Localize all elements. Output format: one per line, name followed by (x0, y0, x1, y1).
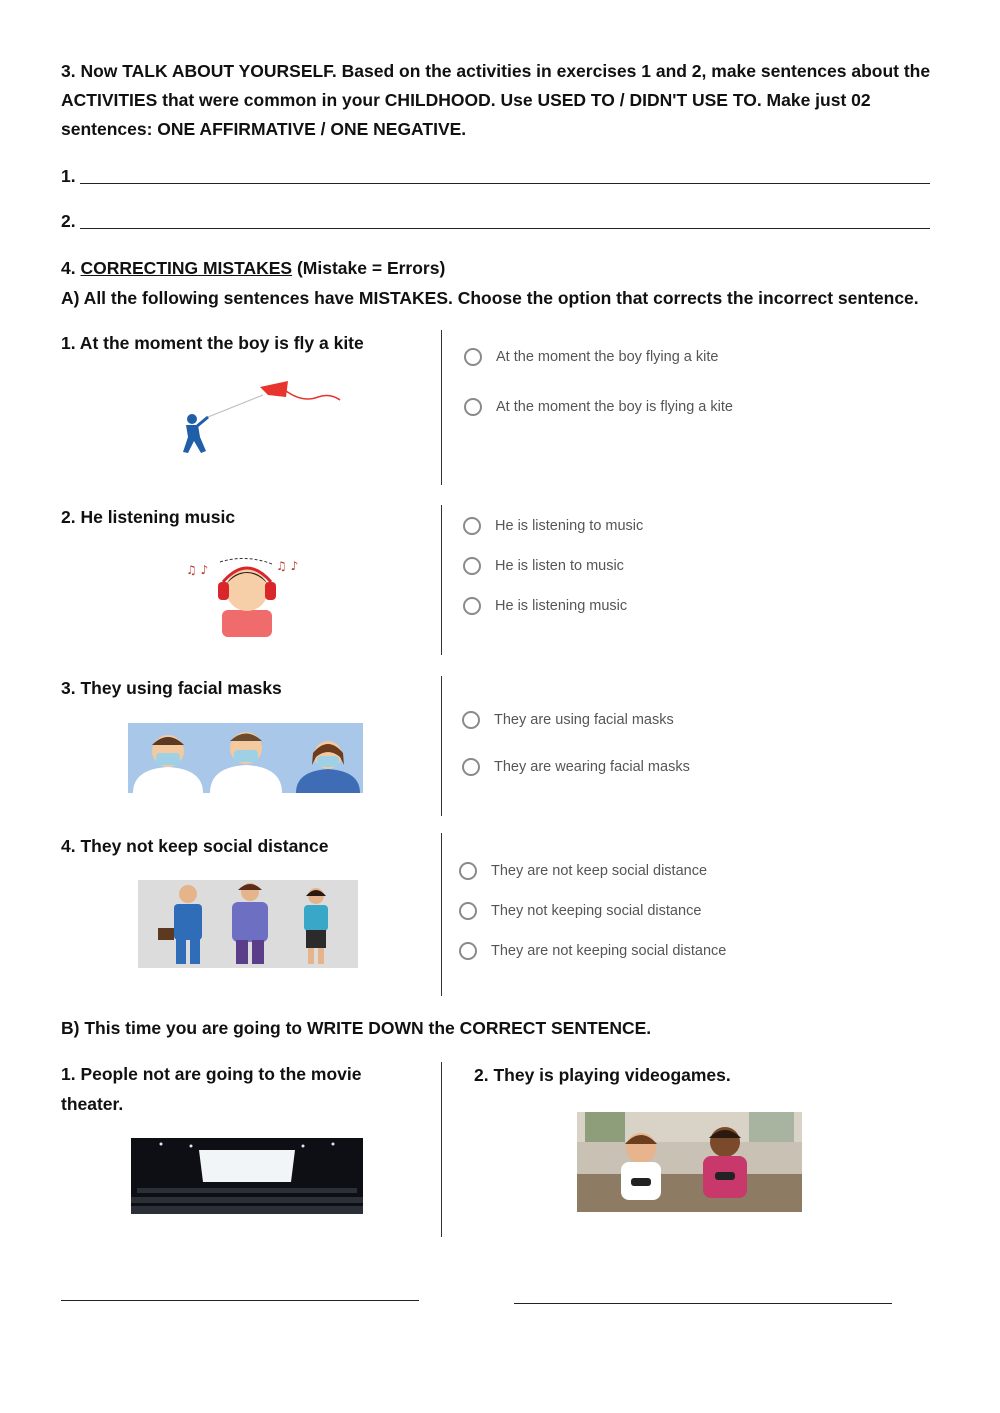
kite-boy-image (168, 375, 348, 460)
answer-line-1[interactable] (80, 183, 930, 184)
q4-option-3-label: They are not keeping social distance (491, 943, 727, 959)
social-distance-image (138, 880, 358, 968)
q2-option-1[interactable] (463, 517, 643, 535)
section-4-heading (61, 253, 445, 283)
radio-icon[interactable] (462, 711, 480, 729)
movie-theater-image (131, 1138, 363, 1214)
q2-option-3[interactable] (463, 597, 627, 615)
svg-text:♫ ♪: ♫ ♪ (186, 563, 209, 577)
question-1-prompt: 1. At the moment the boy is fly a kite (61, 333, 364, 353)
radio-icon[interactable] (463, 597, 481, 615)
q4-option-1-label: They are not keep social distance (491, 863, 708, 879)
radio-icon[interactable] (464, 348, 482, 366)
facial-masks-image (128, 723, 363, 793)
headphones-boy-image (182, 552, 312, 637)
radio-icon[interactable] (463, 517, 481, 535)
section-4-title: CORRECTING MISTAKES (80, 258, 293, 278)
question-2-prompt: 2. He listening music (61, 507, 236, 527)
part-b-item-2: 2. They is playing videogames. (474, 1065, 731, 1085)
answer-line-2[interactable] (80, 228, 930, 229)
radio-icon[interactable] (464, 398, 482, 416)
q2-option-2[interactable] (463, 557, 624, 575)
radio-icon[interactable] (459, 942, 477, 960)
section-4-number: 4. (61, 258, 76, 278)
videogames-image (577, 1112, 802, 1212)
question-2-divider (441, 505, 442, 655)
answer-line-1-label: 1. (61, 166, 76, 186)
q1-option-2-label: At the moment the boy is flying a kite (496, 399, 733, 415)
q3-option-2[interactable] (462, 758, 690, 776)
q1-option-1-label: At the moment the boy flying a kite (496, 349, 719, 365)
answer-line-2-label: 2. (61, 211, 76, 231)
part-b-divider (441, 1062, 442, 1237)
part-b-answer-line-2[interactable] (514, 1303, 892, 1304)
q4-option-3[interactable] (459, 942, 726, 960)
q1-option-1[interactable] (464, 348, 718, 366)
question-4-divider (441, 833, 442, 996)
part-b-item-1: 1. People not are going to the movie theater. (61, 1064, 362, 1114)
question-4-prompt: 4. They not keep social distance (61, 836, 329, 856)
question-1-divider (441, 330, 442, 485)
part-b-instructions: B) This time you are going to WRITE DOWN the CORRECT SENTENCE. (61, 1018, 652, 1038)
radio-icon[interactable] (462, 758, 480, 776)
question-3-prompt: 3. They using facial masks (61, 678, 282, 698)
part-b-answer-line-1[interactable] (61, 1300, 419, 1301)
q2-option-3-label: He is listening music (495, 598, 628, 614)
part-a-instructions: A) All the following sentences have MISTAKES. Choose the option that corrects the incorrect sentence. (61, 288, 919, 308)
q2-option-2-label: He is listen to music (495, 558, 624, 574)
svg-text:♫ ♪: ♫ ♪ (276, 559, 299, 573)
radio-icon[interactable] (463, 557, 481, 575)
q4-option-1[interactable] (459, 862, 707, 880)
q4-option-2-label: They not keeping social distance (491, 903, 702, 919)
section-3-instructions: 3. Now TALK ABOUT YOURSELF. Based on the activities in exercises 1 and 2, make sentences about the ACTIVITIES that were common in your CHILDHOOD. Use USED TO / DIDN'T USE TO. Make just 02 sentences: ONE AFFIRMATIVE / ONE NEGATIVE. (61, 61, 931, 139)
q4-option-2[interactable] (459, 902, 701, 920)
section-4-subtitle: (Mistake = Errors) (296, 258, 446, 278)
q1-option-2[interactable] (464, 398, 733, 416)
radio-icon[interactable] (459, 862, 477, 880)
q3-option-2-label: They are wearing facial masks (494, 759, 690, 775)
q2-option-1-label: He is listening to music (495, 518, 644, 534)
radio-icon[interactable] (459, 902, 477, 920)
question-3-divider (441, 676, 442, 816)
q3-option-1[interactable] (462, 711, 674, 729)
q3-option-1-label: They are using facial masks (494, 712, 674, 728)
